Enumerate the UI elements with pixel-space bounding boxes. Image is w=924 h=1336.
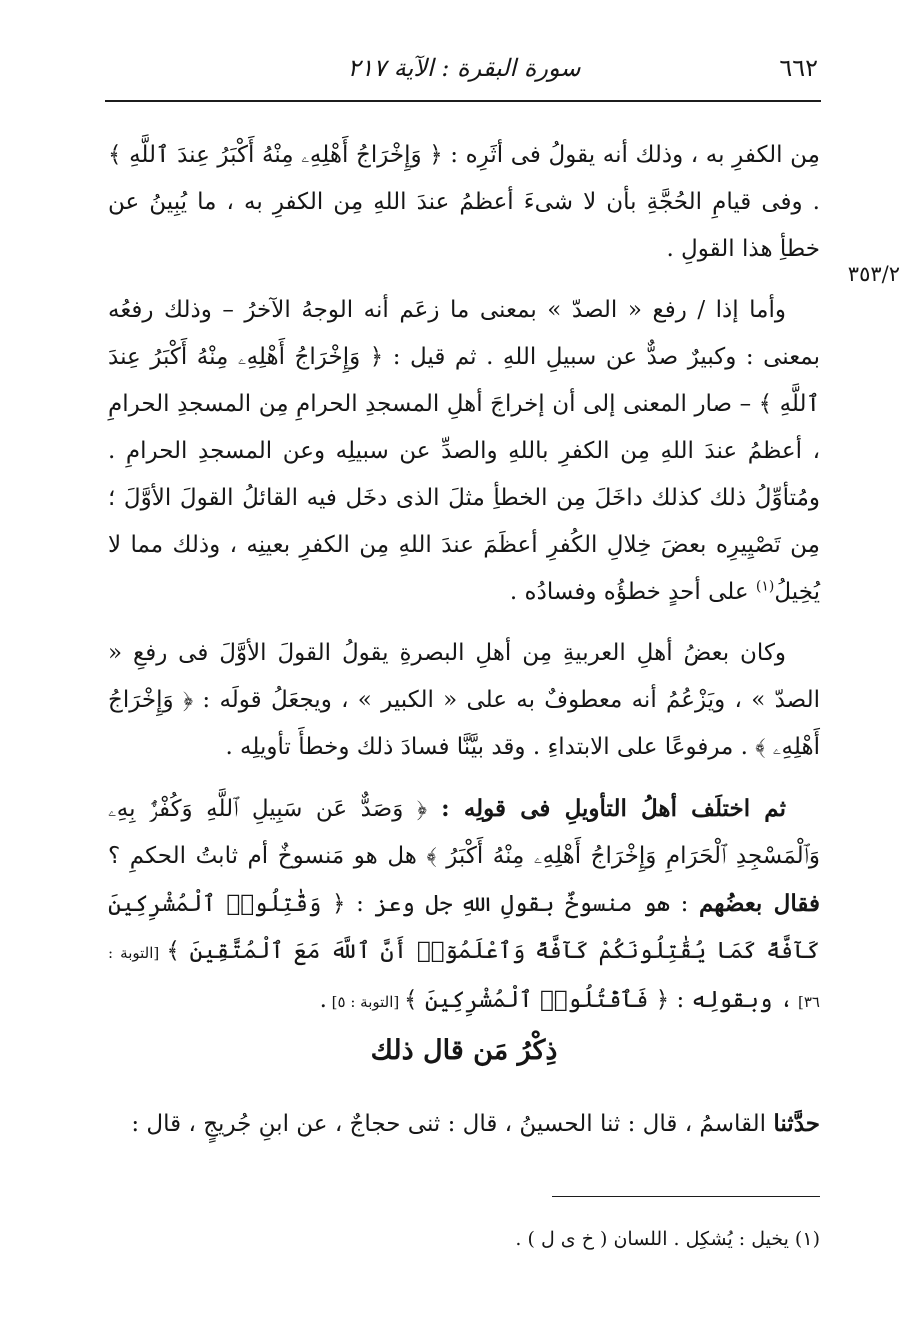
text-run: هل هو مَنسوخٌ أم ثابتُ الحكمِ ؟ [108,843,427,869]
text-run: ، وبقولِه : [669,987,794,1013]
footnote: (١) يخيل : يُشكِل . اللسان ( خ ى ل ) . [515,1228,820,1250]
quran-quote: ﴿ وَقَٰتِلُوا۟ ٱلْمُشْرِكِينَ كَآفَّةً كَمَا يُقَٰتِلُونَكُمْ كَآفَّةً وَٱعْلَمُوٓا۟ أَنَّ ٱللَّهَ مَعَ ٱلْمُتَّقِينَ ﴾ [108,891,820,964]
text-run: – صار المعنى إلى أن إخراجَ أهلِ المسجدِ الحرامِ مِن المسجدِ الحرامِ ، أعظمُ عندَ اللهِ مِن الكفرِ باللهِ والصدِّ عن سبيلِه وعن المسجدِ الحرامِ . ومُتأوِّلُ ذلك كذلك داخَلَ مِن الخطأِ مثلَ الذى دخَل فيه القائلُ القولَ الأوَّلَ ؛ مِن تَصْيِيرِه بعضَ خِلالِ الكُفرِ أعظَمَ عندَ اللهِ مِن الكفرِ بعينِه ، وذلك مما لا يُخِيلُ [108,391,820,605]
citation: [التوبة : ٥] [326,993,405,1011]
quran-quote: ﴿ وَصَدٌّ عَن سَبِيلِ ٱللَّهِ وَكُفْرٌۢ بِهِۦ وَٱلْمَسْجِدِ ٱلْحَرَامِ وَإِخْرَاجُ أَهْلِهِۦ مِنْهُ أَكْبَرُ ﴾ [108,796,820,869]
text-run: . مرفوعًا على الابتداءِ . وقد بيَّنَّا فسادَ ذلك وخطأَ تأويلِه . [225,734,756,760]
text-run: . وفى قيامِ الحُجَّةِ بأن لا شىءَ أعظمُ عندَ اللهِ مِن الكفرِ به ، ما يُبِينُ عن خطأِ هذا القولِ . [108,189,820,262]
footnote-rule [552,1196,820,1197]
header-rule [105,100,821,102]
margin-page-reference: ٣٥٣/٢ [847,262,900,286]
paragraph-2 [108,287,820,616]
page-header [110,50,818,94]
text-run: وأما إذا / رفع « الصدّ » بمعنى ما زعَم أنه الوجهُ الآخرُ – وذلك رفعُه بمعنى : وكبيرٌ صدٌّ عن سبيلِ اللهِ . ثم قيل : [108,297,821,370]
citation: [التوبة : ٣٦] [108,944,820,1011]
section-heading: ذِكْرُ مَن قال ذلك [370,1035,558,1066]
text-run: : هو منسوخٌ بقولِ اللهِ جل وعز : [345,891,699,917]
quran-quote: ﴿ فَٱقْتُلُوا۟ ٱلْمُشْرِكِينَ ﴾ [404,987,670,1013]
isnad-line [108,1100,820,1148]
text-run: القاسمُ ، قال : ثنا الحسينُ ، قال : ثنى حجاجٌ ، عن ابنِ جُريجٍ ، قال : [131,1111,774,1137]
quran-quote: ﴿ وَإِخْرَاجُ أَهْلِهِۦ مِنْهُ أَكْبَرُ عِندَ ٱللَّهِ ﴾ [108,344,820,417]
text-run: وكان بعضُ أهلِ العربيةِ مِن أهلِ البصرةِ يقولُ القولَ الأوَّلَ فى رفعِ « الصدّ » ، ويَزْعُمُ أنه معطوفٌ به على « الكبير » ، ويجعَلُ قولَه : [108,640,820,713]
bold-run: حدَّثنا [773,1110,820,1137]
quran-quote: ﴿ وَإِخْرَاجُ أَهْلِهِۦ مِنْهُ أَكْبَرُ عِندَ ٱللَّهِ ﴾ [108,142,443,168]
paragraph-4 [108,785,820,1026]
text-run: على أحدٍ خطؤُه وفسادُه . [509,579,756,605]
quran-quote: ﴿ وَإِخْرَاجُ أَهْلِهِۦ ﴾ [108,687,820,760]
main-text [108,132,820,1040]
paragraph-1 [108,132,820,273]
text-run: . [319,987,327,1013]
text-run: مِن الكفرِ به ، وذلك أنه يقولُ فى أثَرِه : [442,142,820,168]
paragraph-3 [108,630,820,771]
running-title: سورة البقرة : الآية ٢١٧ [347,54,581,82]
bold-run: ثم اختلَف أهلُ التأويلِ فى قولِه : [426,795,786,822]
footnote-reference: (١) [755,578,775,595]
page-number: ٦٦٢ [779,54,818,82]
bold-run: فقال بعضُهم [698,890,820,917]
